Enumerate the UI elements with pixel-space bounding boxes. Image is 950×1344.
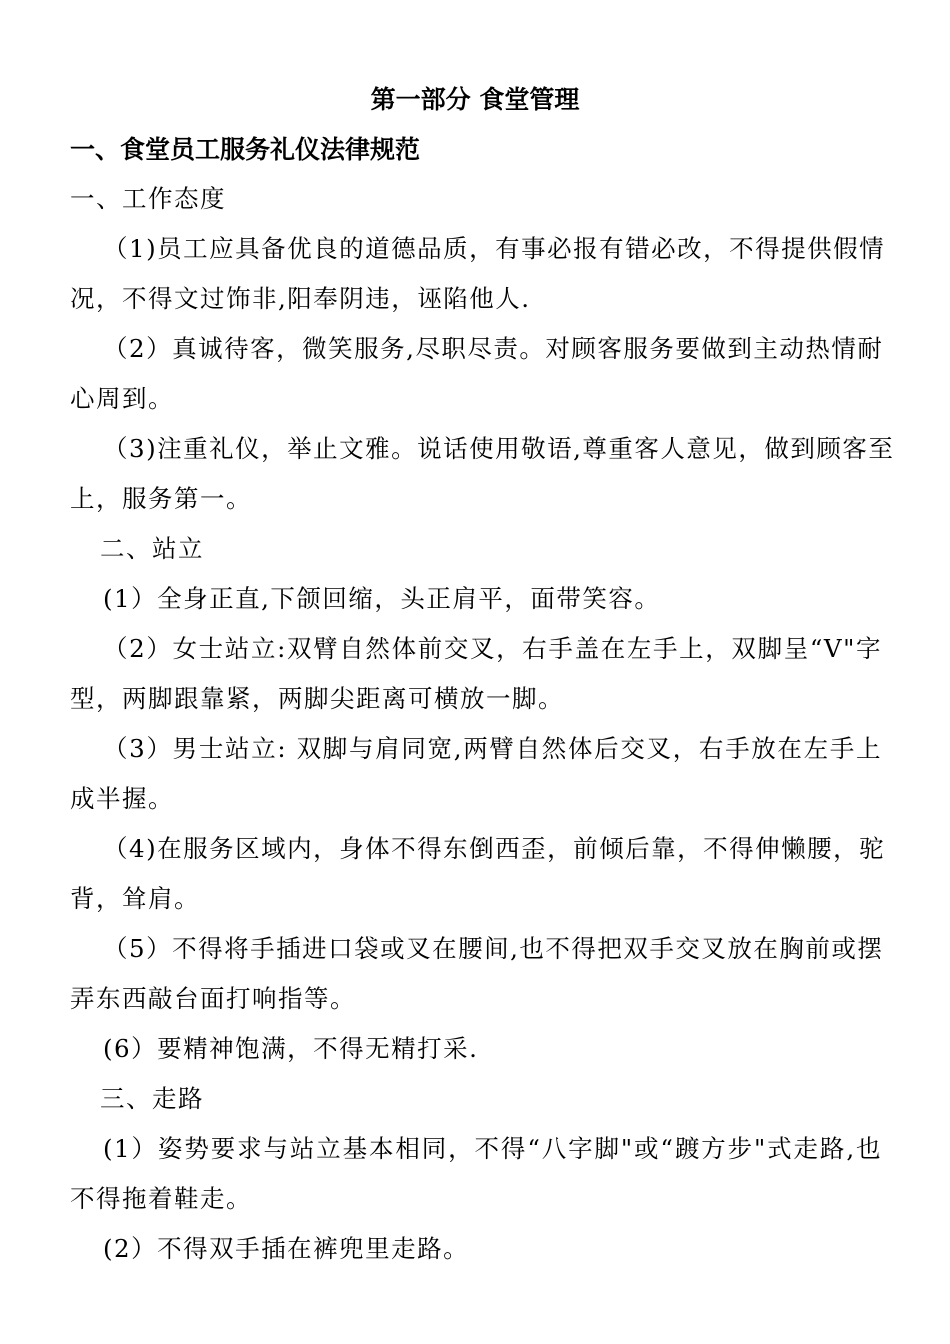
paragraph-line: （3)注重礼仪，举止文雅。说话使用敬语,尊重客人意见，做到顾客至	[103, 434, 895, 463]
paragraph-line: (1）姿势要求与站立基本相同，不得“八字脚"或“踱方步"式走路,也	[103, 1134, 882, 1163]
paragraph-line: (6）要精神饱满，不得无精打采.	[103, 1034, 479, 1063]
paragraph-line: 背，耸肩。	[70, 884, 200, 913]
paragraph-line: 况，不得文过饰非,阳奉阴违，诬陷他人.	[70, 284, 531, 313]
paragraph-line: （2）真诚待客，微笑服务,尽职尽责。对顾客服务要做到主动热情耐	[103, 334, 884, 363]
page-title: 第一部分 食堂管理	[370, 85, 580, 114]
subsection-heading-attitude: 一、工作态度	[70, 184, 226, 213]
subsection-heading-walking: 三、走路	[100, 1084, 204, 1113]
paragraph-line: 弄东西敲台面打响指等。	[70, 984, 356, 1013]
paragraph-line: (1）全身正直,下颌回缩，头正肩平，面带笑容。	[103, 584, 661, 613]
paragraph-line: 不得拖着鞋走。	[70, 1184, 252, 1213]
subsection-heading-standing: 二、站立	[100, 534, 204, 563]
paragraph-line: 心周到。	[70, 384, 174, 413]
paragraph-line: 上，服务第一。	[70, 484, 252, 513]
paragraph-line: （1)员工应具备优良的道德品质，有事必报有错必改，不得提供假情	[103, 234, 886, 263]
paragraph-line: (2）不得双手插在裤兜里走路。	[103, 1234, 470, 1263]
paragraph-line: （5）不得将手插进口袋或叉在腰间,也不得把双手交叉放在胸前或摆	[103, 934, 884, 963]
section-heading: 一、食堂员工服务礼仪法律规范	[70, 135, 421, 164]
paragraph-line: 成半握。	[70, 784, 174, 813]
paragraph-line: （4)在服务区域内，身体不得东倒西歪，前倾后靠，不得伸懒腰，驼	[103, 834, 886, 863]
paragraph-line: （3）男士站立: 双脚与肩同宽,两臂自然体后交叉，右手放在左手上	[103, 734, 882, 763]
paragraph-line: 型，两脚跟靠紧，两脚尖距离可横放一脚。	[70, 684, 564, 713]
paragraph-line: （2）女士站立:双臂自然体前交叉，右手盖在左手上，双脚呈“V"字	[103, 634, 882, 663]
